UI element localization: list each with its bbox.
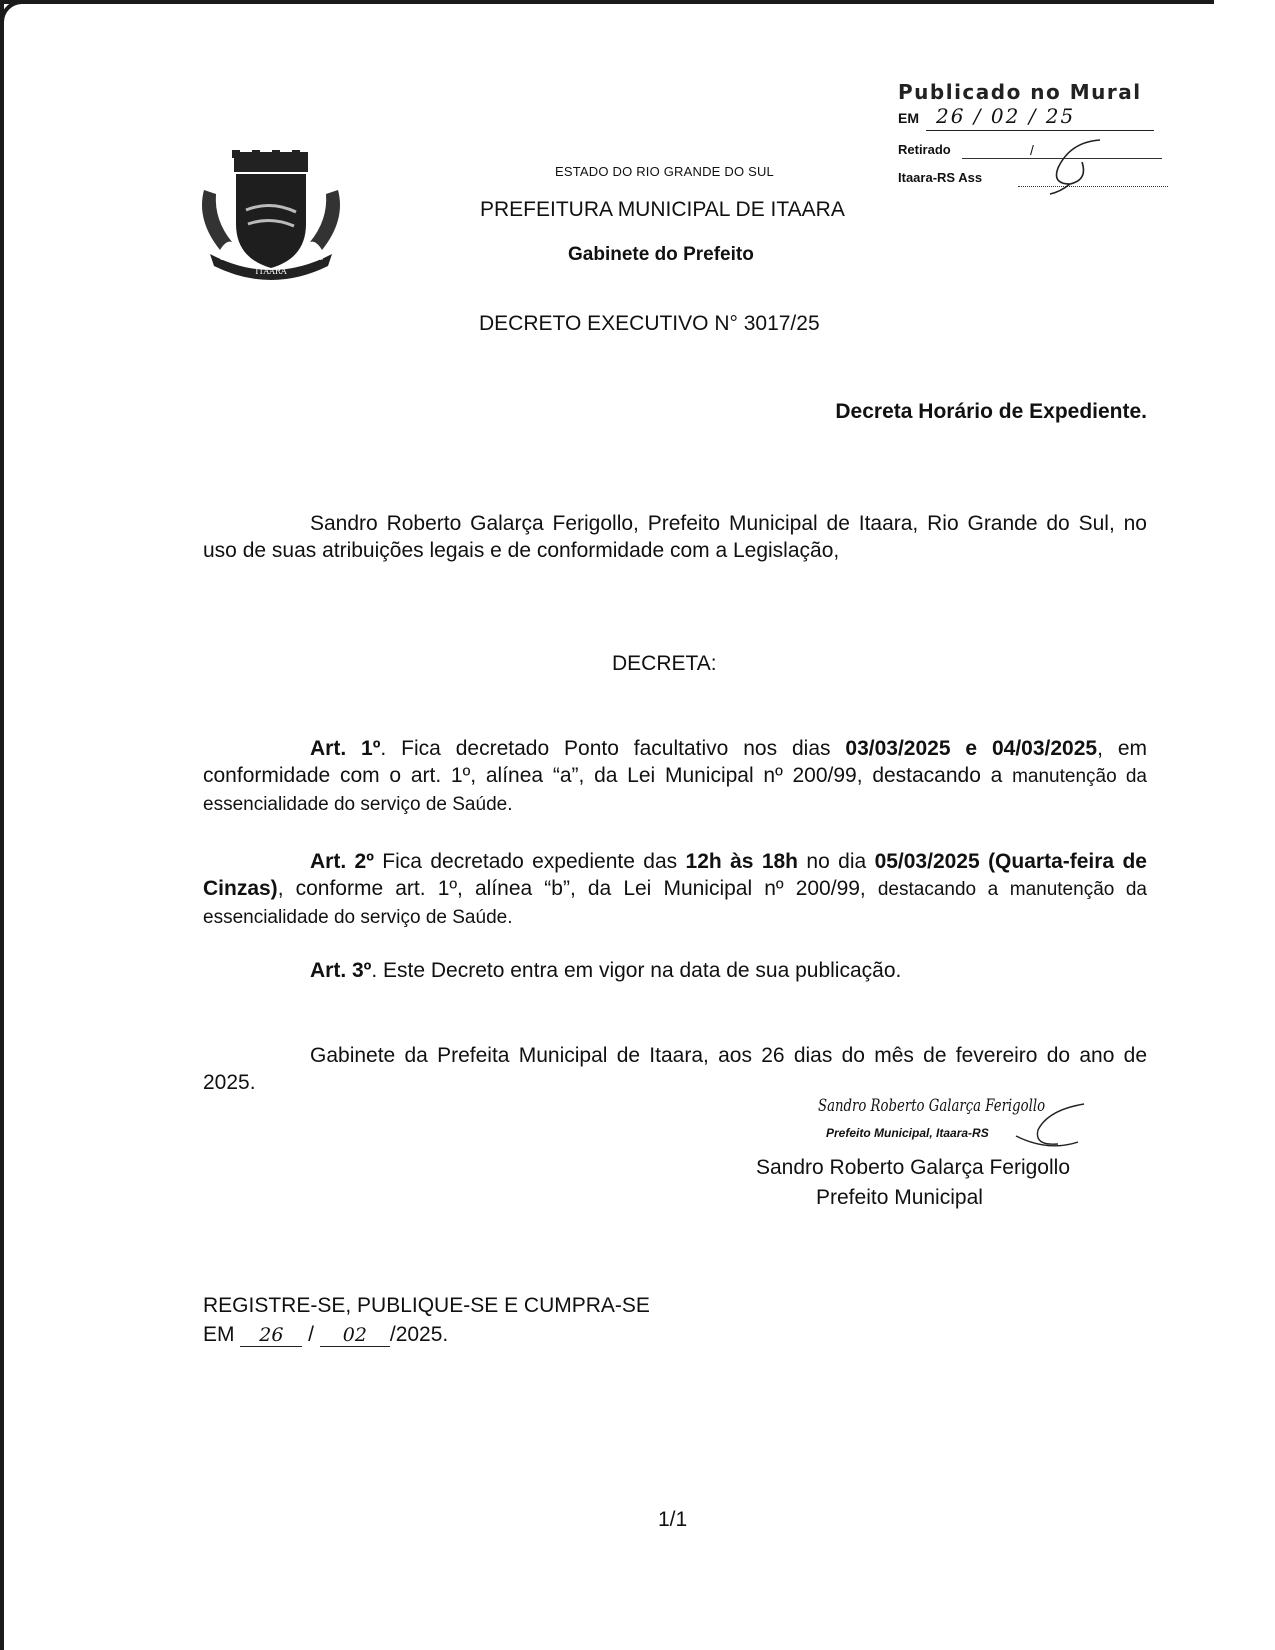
art3-text: . Este Decreto entra em vigor na data de sua publicação. — [371, 959, 902, 982]
scan-border-top — [0, 0, 1214, 4]
stamp-location-label: Itaara-RS Ass — [898, 170, 983, 185]
decreta-heading: DECRETA: — [612, 652, 717, 675]
art1-conj: e — [950, 737, 992, 760]
municipal-crest-icon — [196, 150, 346, 288]
art2-label: Art. 2º — [310, 850, 374, 873]
art2-paren: (Quarta-feira de Cinzas) — [203, 850, 1147, 900]
signature-script: Sandro Roberto Galarça Ferigollo — [818, 1096, 1046, 1116]
signer-role: Prefeito Municipal — [816, 1186, 983, 1209]
art3-label: Art. 3º — [310, 959, 372, 982]
crest-year-right: 1995 — [308, 255, 324, 262]
art1-date1: 03/03/2025 — [845, 737, 951, 760]
registre-em-label: EM — [203, 1323, 235, 1346]
art1-text-a: . Fica decretado Ponto facultativo nos dias — [380, 737, 846, 760]
crest-motto: ITAARA — [255, 267, 287, 276]
registre-line: REGISTRE-SE, PUBLIQUE-SE E CUMPRA-SE — [203, 1294, 650, 1317]
scan-border-left — [0, 0, 4, 1650]
article-1 — [203, 735, 1147, 818]
registre-year: /2025. — [389, 1323, 449, 1346]
art2-text-c: , conforme art. 1º, alínea “b”, da Lei Municipal nº 200/99, — [277, 877, 878, 900]
crest-year-left: 1937 — [220, 255, 236, 262]
closing-paragraph — [203, 1042, 1147, 1096]
signature-stamp-sub: Prefeito Municipal, Itaara-RS — [826, 1126, 989, 1140]
stamp-date-line — [926, 130, 1154, 131]
stamp-signature-icon — [1030, 132, 1110, 200]
stamp-date: 26 / 02 / 25 — [936, 104, 1076, 128]
art1-date2: 04/03/2025 — [991, 737, 1098, 760]
art1-text-c: manutenção da essencialidade do serviço de Saúde. — [203, 766, 1147, 815]
decreto-ementa: Decreta Horário de Expediente. — [835, 400, 1147, 423]
art1-text-b: , em conformidade com o art. 1º, alínea “a”, da Lei Municipal nº 200/99, destacando a — [203, 737, 1147, 787]
state-name: ESTADO DO RIO GRANDE DO SUL — [555, 164, 774, 179]
prefeitura-name: PREFEITURA MUNICIPAL DE ITAARA — [480, 198, 845, 221]
art2-text-b: no dia — [798, 850, 875, 873]
stamp-em-label: EM — [898, 110, 919, 126]
gabinete-title: Gabinete do Prefeito — [568, 244, 754, 265]
article-3 — [203, 957, 1147, 984]
stamp-retirado-label: Retirado — [898, 142, 951, 157]
art2-date: 05/03/2025 — [874, 850, 980, 873]
page-number: 1/1 — [658, 1508, 688, 1531]
stamp-title: Publicado no Mural — [898, 80, 1142, 104]
art2-text-a: Fica decretado expediente das — [373, 850, 686, 873]
registre-sep: / — [302, 1323, 320, 1346]
preamble-paragraph — [203, 510, 1147, 564]
stamp-retirado-slash: / — [1030, 142, 1034, 158]
signature-flourish-icon — [1008, 1096, 1088, 1156]
registre-day: 26 — [240, 1324, 302, 1347]
article-2 — [203, 848, 1147, 931]
art2-hours: 12h às 18h — [685, 850, 799, 873]
art2-text-d: destacando a manutenção da essencialidade do serviço de Saúde. — [203, 879, 1148, 928]
decreto-number: DECRETO EXECUTIVO N° 3017/25 — [479, 312, 820, 335]
signer-name: Sandro Roberto Galarça Ferigollo — [756, 1156, 1070, 1179]
closing-text: Gabinete da Prefeita Municipal de Itaara, aos 26 dias do mês de fevereiro do ano de 2025. — [203, 1044, 1147, 1094]
registre-month: 02 — [320, 1324, 390, 1347]
publication-stamp — [890, 80, 1180, 200]
art1-label: Art. 1º — [310, 737, 381, 760]
registre-date — [203, 1323, 448, 1347]
preamble-text: Sandro Roberto Galarça Ferigollo, Prefeito Municipal de Itaara, Rio Grande do Sul, no uso de suas atribuições legais e de conformidade com a Legislação, — [203, 512, 1147, 562]
